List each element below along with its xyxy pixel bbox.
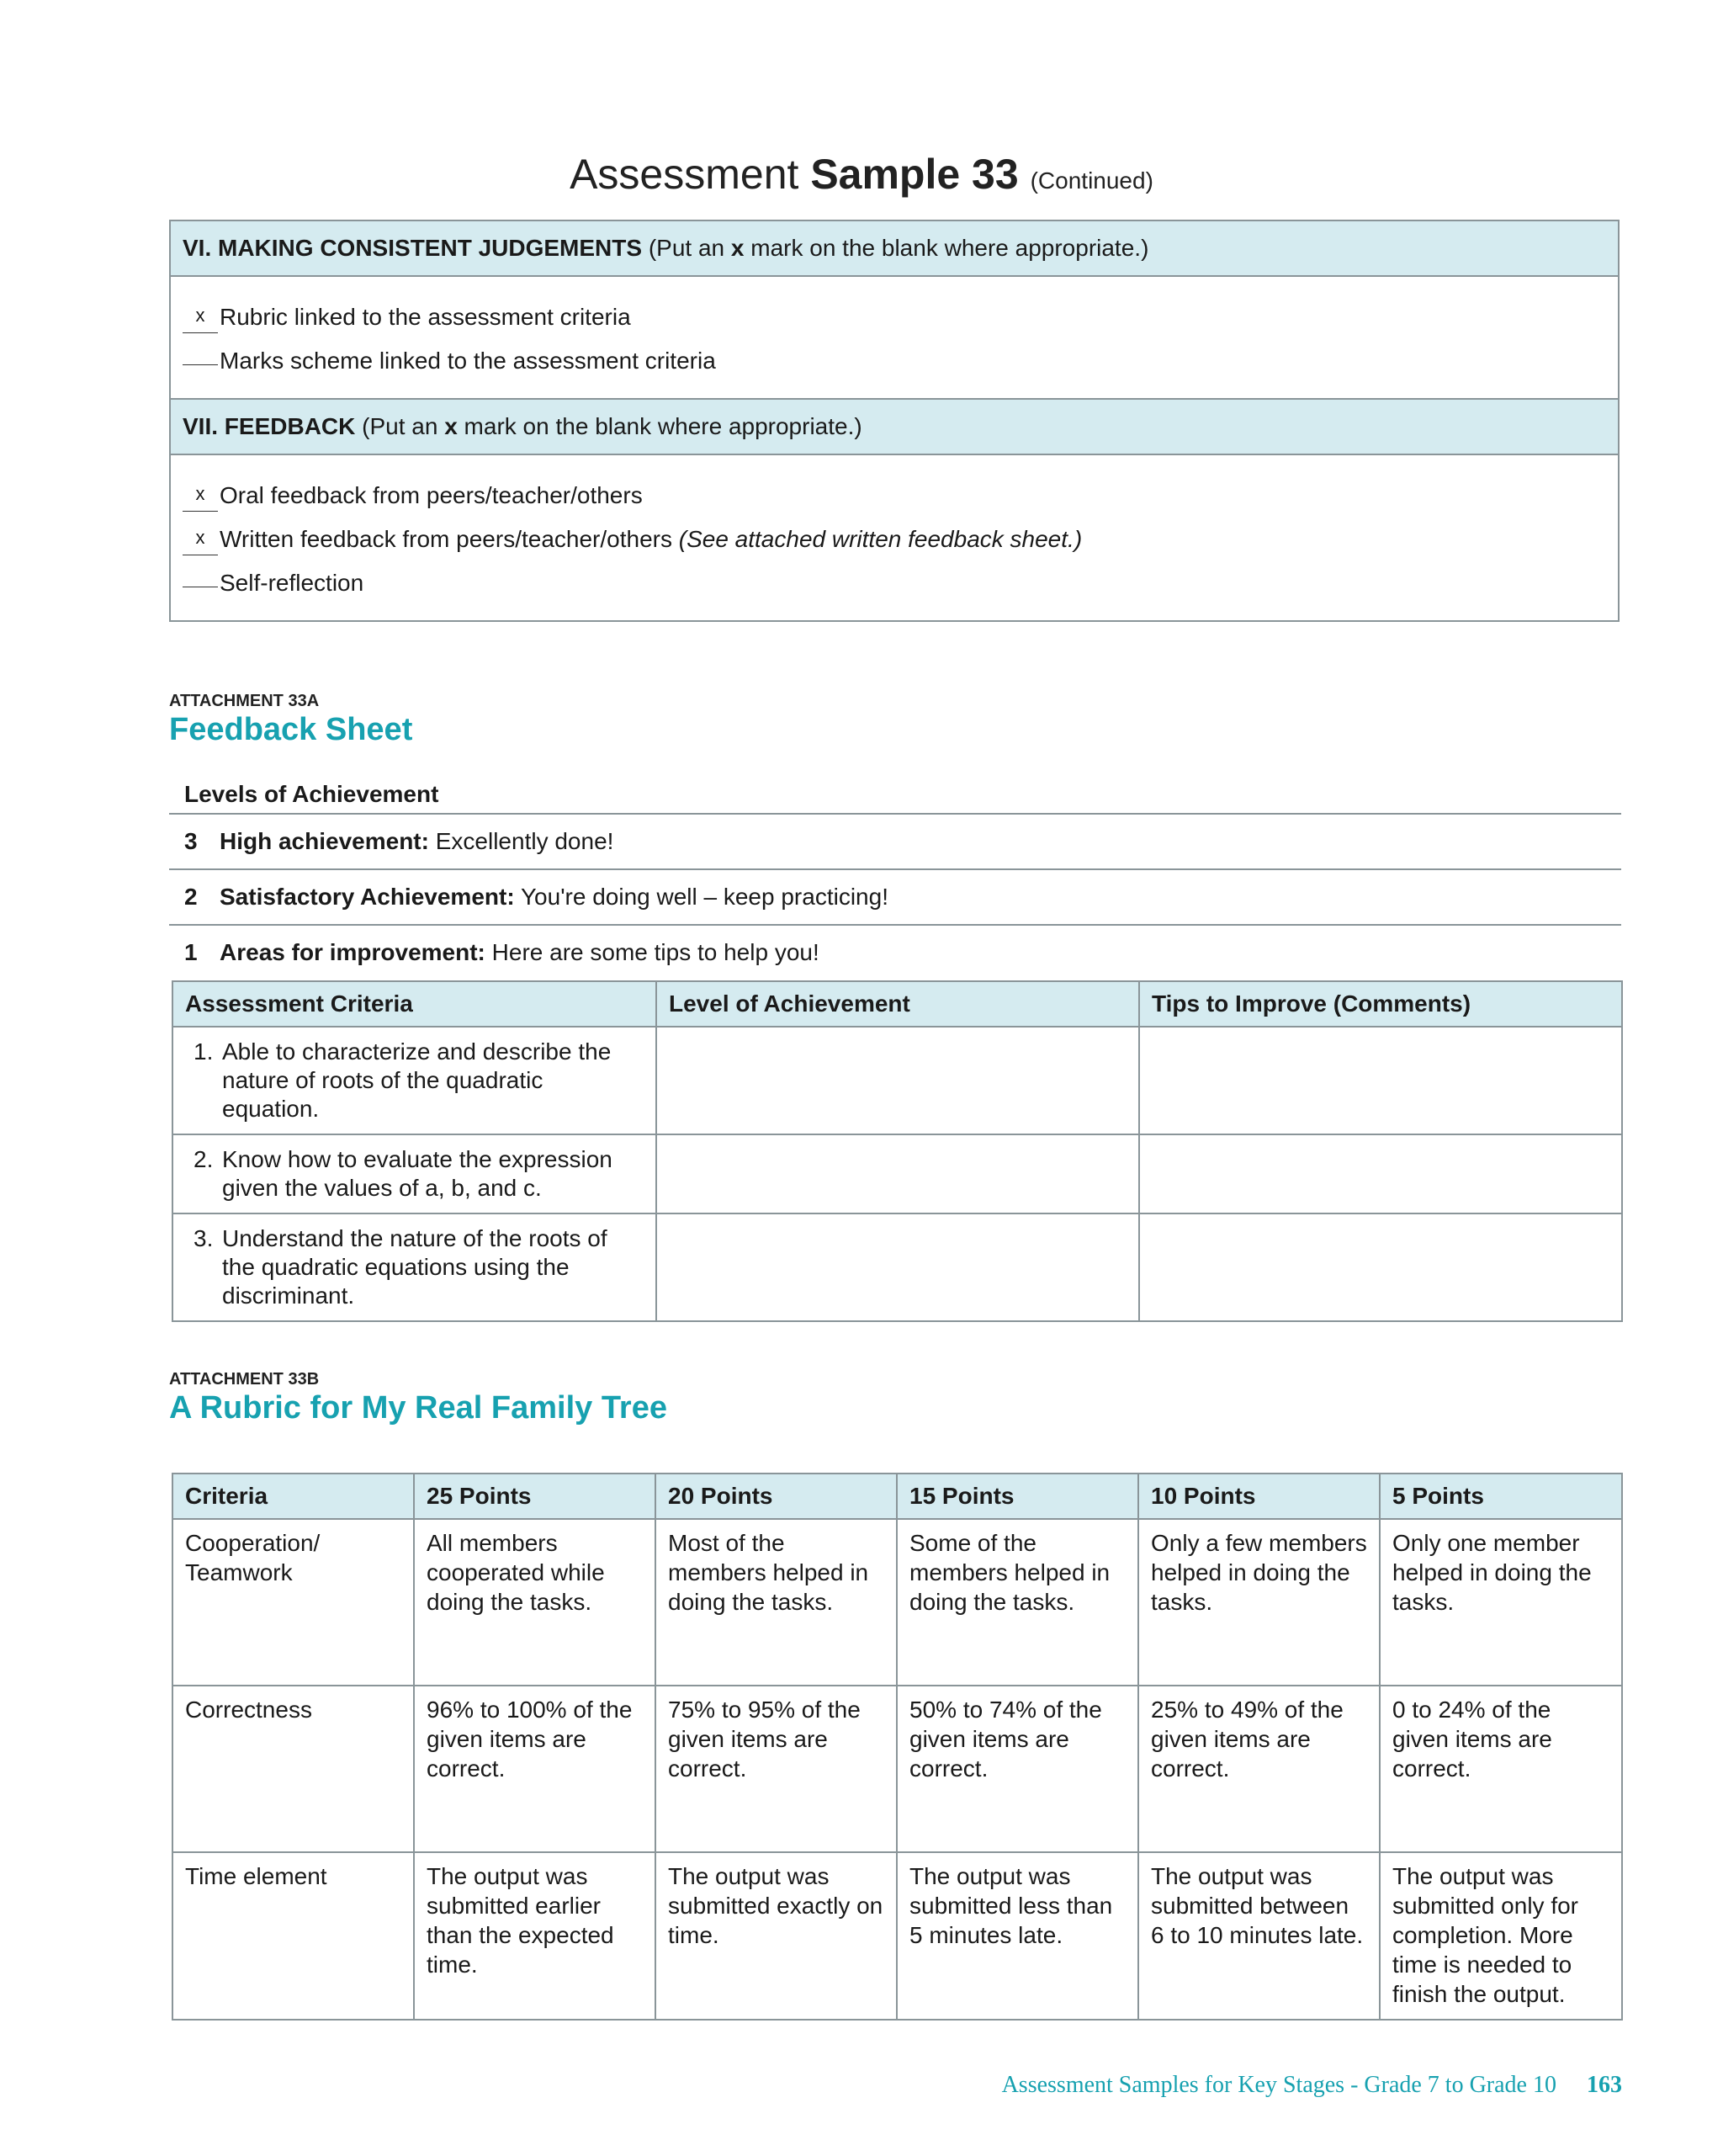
attachment-a-label: ATTACHMENT 33A — [169, 692, 320, 710]
section-vii-heading-post: mark on the blank where appropriate.) — [457, 413, 862, 439]
checklist-item — [183, 339, 1606, 383]
criteria-number: 1. — [194, 1038, 214, 1065]
section-vi-heading-pre: (Put an — [642, 235, 731, 261]
level-cell[interactable] — [656, 1213, 1139, 1321]
title-continued: (Continued) — [1030, 167, 1153, 194]
table-cell: The output was submitted only for completion. More time is needed to finish the output. — [1380, 1852, 1622, 2020]
column-header: 25 Points — [414, 1474, 655, 1519]
checklist-item — [183, 474, 1606, 518]
check-blank[interactable]: x — [183, 486, 218, 512]
column-header: Criteria — [172, 1474, 414, 1519]
level-label: High achievement: — [220, 828, 429, 854]
criteria-cell — [172, 1134, 656, 1213]
section-vi-heading-post: mark on the blank where appropriate.) — [744, 235, 1149, 261]
level-row — [169, 926, 1621, 980]
level-number: 3 — [184, 828, 198, 854]
level-label: Areas for improvement: — [220, 939, 485, 965]
rubric-table — [172, 1473, 1623, 2021]
attachment-a-title: Feedback Sheet — [169, 712, 413, 747]
tips-cell[interactable] — [1139, 1027, 1622, 1134]
footer-text: Assessment Samples for Key Stages - Grade 7 to Grade 10 — [1001, 2072, 1556, 2098]
section-vii-heading-pre: (Put an — [355, 413, 445, 439]
table-cell: 25% to 49% of the given items are correct. — [1138, 1686, 1380, 1852]
column-header: Assessment Criteria — [172, 981, 656, 1027]
attachment-b-title: A Rubric for My Real Family Tree — [169, 1390, 667, 1426]
column-header: Level of Achievement — [656, 981, 1139, 1027]
table-cell: 96% to 100% of the given items are correct. — [414, 1686, 655, 1852]
title-bold: Sample 33 — [810, 151, 1019, 198]
section-vi-heading-bold: VI. MAKING CONSISTENT JUDGEMENTS — [183, 235, 643, 261]
page-title — [0, 150, 1723, 199]
table-cell: The output was submitted earlier than the expected time. — [414, 1852, 655, 2020]
page-number: 163 — [1587, 2072, 1622, 2098]
table-header-row — [172, 1474, 1622, 1519]
level-cell[interactable] — [656, 1027, 1139, 1134]
levels-of-achievement — [169, 776, 1621, 980]
level-desc: Here are some tips to help you! — [491, 939, 819, 965]
table-row — [172, 1213, 1622, 1321]
criteria-text: Able to characterize and describe the nature of roots of the quadratic equation. — [222, 1038, 612, 1122]
column-header: Tips to Improve (Comments) — [1139, 981, 1622, 1027]
table-cell: Correctness — [172, 1686, 414, 1852]
table-cell: The output was submitted between 6 to 10 minutes late. — [1138, 1852, 1380, 2020]
table-cell: Only a few members helped in doing the tasks. — [1138, 1519, 1380, 1686]
criteria-cell — [172, 1213, 656, 1321]
criteria-number: 2. — [194, 1146, 214, 1172]
levels-heading: Levels of Achievement — [169, 776, 1621, 815]
table-cell: Cooperation/ Teamwork — [172, 1519, 414, 1686]
table-cell: 0 to 24% of the given items are correct. — [1380, 1686, 1622, 1852]
table-row — [172, 1686, 1622, 1852]
table-row — [172, 1519, 1622, 1686]
checklist-item-text: Self-reflection — [220, 570, 364, 596]
check-blank[interactable] — [183, 339, 218, 365]
level-number: 2 — [184, 884, 198, 910]
table-cell: Only one member helped in doing the tasks. — [1380, 1519, 1622, 1686]
level-label: Satisfactory Achievement: — [220, 884, 515, 910]
checklist-item — [183, 518, 1606, 561]
title-light: Assessment — [570, 151, 799, 198]
checklist-item-text: Marks scheme linked to the assessment criteria — [220, 348, 716, 374]
feedback-criteria-table — [172, 980, 1623, 1322]
tips-cell[interactable] — [1139, 1134, 1622, 1213]
table-cell: Time element — [172, 1852, 414, 2020]
column-header: 5 Points — [1380, 1474, 1622, 1519]
table-cell: 75% to 95% of the given items are correct. — [655, 1686, 897, 1852]
section-vi-heading — [171, 221, 1618, 277]
table-cell: The output was submitted exactly on time. — [655, 1852, 897, 2020]
level-number: 1 — [184, 939, 198, 965]
attachment-b-label: ATTACHMENT 33B — [169, 1370, 320, 1389]
level-desc: Excellently done! — [435, 828, 614, 854]
table-row — [172, 1134, 1622, 1213]
criteria-number: 3. — [194, 1225, 214, 1251]
table-cell: Most of the members helped in doing the tasks. — [655, 1519, 897, 1686]
level-cell[interactable] — [656, 1134, 1139, 1213]
level-row — [169, 815, 1621, 870]
check-blank[interactable]: x — [183, 529, 218, 555]
checklist-item — [183, 561, 1606, 605]
judgement-feedback-box — [169, 220, 1620, 622]
section-vii-heading — [171, 400, 1618, 455]
section-vi-heading-x: x — [730, 235, 745, 261]
check-blank[interactable]: x — [183, 307, 218, 333]
checklist-item-text: Oral feedback from peers/teacher/others — [220, 482, 643, 508]
level-desc: You're doing well – keep practicing! — [520, 884, 888, 910]
table-cell: 50% to 74% of the given items are correct. — [897, 1686, 1138, 1852]
criteria-cell — [172, 1027, 656, 1134]
section-vii-body — [171, 455, 1618, 620]
criteria-text: Know how to evaluate the expression given the values of a, b, and c. — [222, 1146, 612, 1201]
table-header-row — [172, 981, 1622, 1027]
checklist-item-note: (See attached written feedback sheet.) — [678, 526, 1083, 552]
checklist-item-text: Rubric linked to the assessment criteria — [220, 304, 631, 330]
table-row — [172, 1027, 1622, 1134]
column-header: 10 Points — [1138, 1474, 1380, 1519]
table-cell: The output was submitted less than 5 minutes late. — [897, 1852, 1138, 2020]
tips-cell[interactable] — [1139, 1213, 1622, 1321]
table-cell: Some of the members helped in doing the tasks. — [897, 1519, 1138, 1686]
column-header: 20 Points — [655, 1474, 897, 1519]
checklist-item-text: Written feedback from peers/teacher/others — [220, 526, 672, 552]
table-row — [172, 1852, 1622, 2020]
column-header: 15 Points — [897, 1474, 1138, 1519]
section-vii-heading-x: x — [444, 413, 458, 439]
check-blank[interactable] — [183, 561, 218, 587]
checklist-item — [183, 295, 1606, 339]
table-cell: All members cooperated while doing the tasks. — [414, 1519, 655, 1686]
criteria-text: Understand the nature of the roots of the quadratic equations using the discriminant. — [222, 1225, 607, 1309]
section-vii-heading-bold: VII. FEEDBACK — [183, 413, 356, 439]
level-row — [169, 870, 1621, 926]
page-footer — [1002, 2072, 1622, 2099]
section-vi-body — [171, 277, 1618, 400]
